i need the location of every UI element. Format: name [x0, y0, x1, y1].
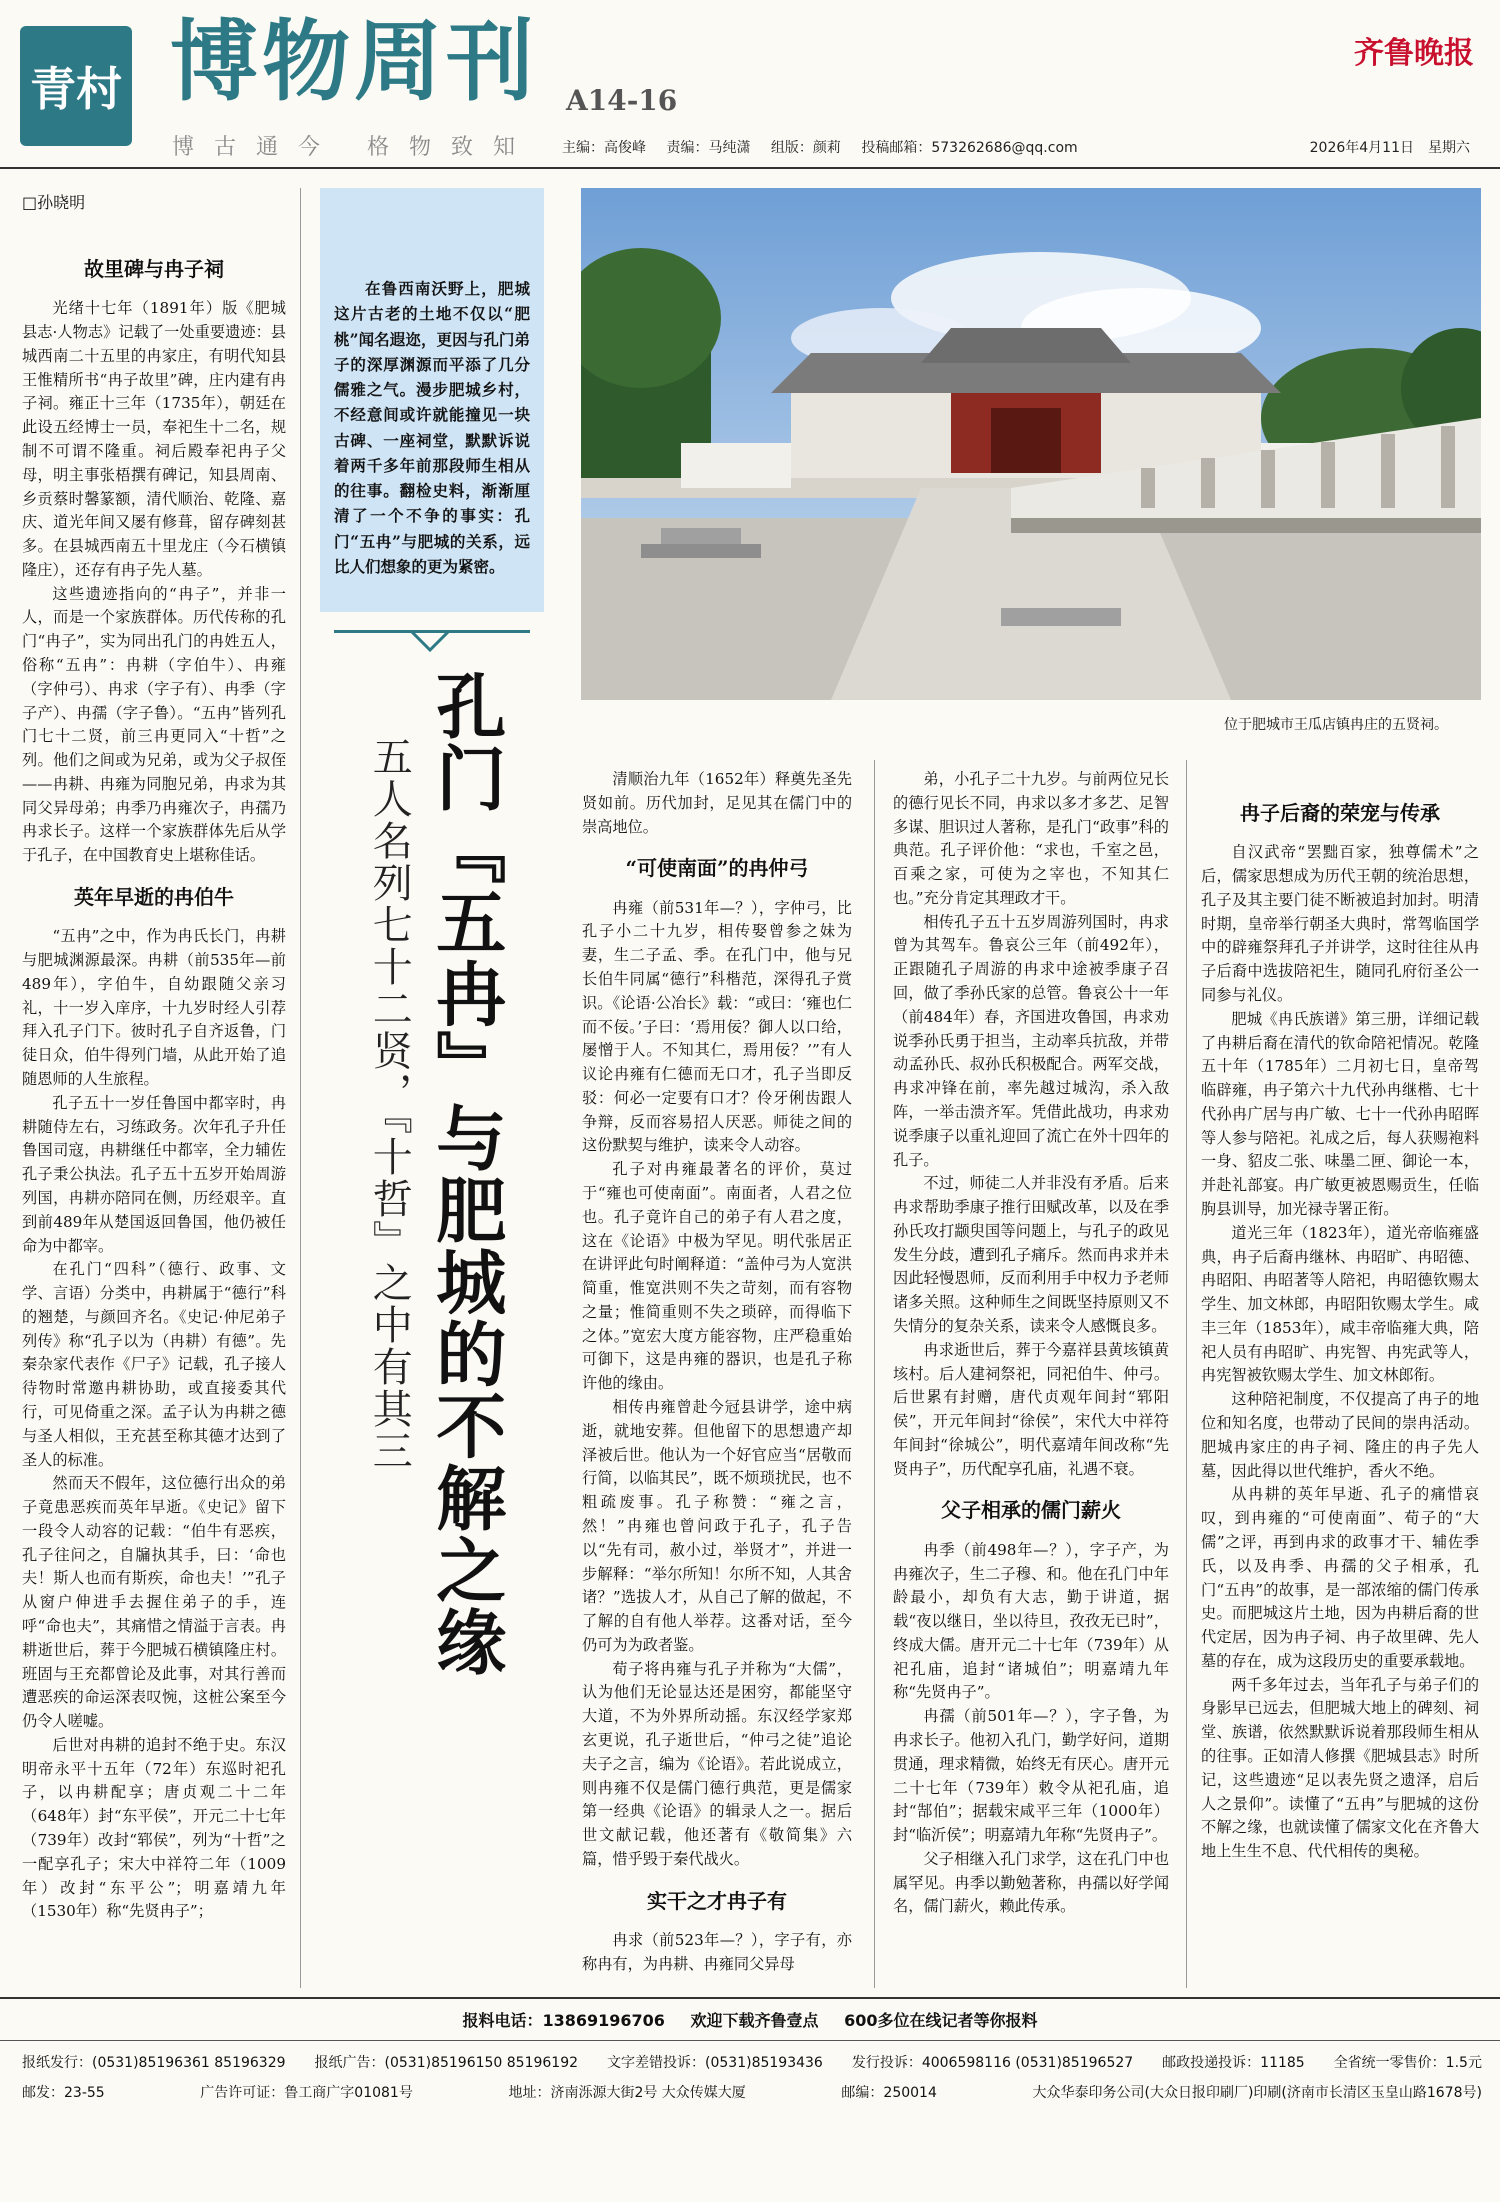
sub-headline: 五人名列七十二贤，『十哲』之中有其三: [366, 736, 413, 1472]
newspaper-name: 齐鲁晚报: [1354, 36, 1474, 71]
chevron-down-icon: [410, 630, 450, 652]
footer-item: 全省统一零售价：1.5元: [1333, 2055, 1482, 2071]
article-column-3: [893, 768, 1169, 1919]
article-column-4: [1201, 784, 1479, 1864]
section-heading: “可使南面”的冉仲弓: [625, 856, 809, 881]
credit-layout: 组版：颜莉: [770, 140, 841, 156]
paragraph: 清顺治九年（1652年）释奠先圣先贤如前。历代加封，足见其在儒门中的崇高地位。: [582, 770, 852, 836]
lead-text: [334, 276, 530, 579]
paragraph: 冉季（前498年—？），字子产，为冉雍次子，生二子穆、和。他在孔门中年龄最小，却负有大志，勤于讲道，据载“夜以继日，坐以待旦，孜孜无已时”，终成大儒。唐开元二十七年（739年）从祀孔庙，追封“诸城伯”；明嘉靖九年称“先贤冉子”。: [893, 1540, 1169, 1702]
footer-item: 报纸广告：(0531)85196150 85196192: [314, 2055, 579, 2071]
paragraph: 光绪十七年（1891年）版《肥城县志·人物志》记载了一处重要遗迹：县城西南二十五里的冉家庄，有明代知县王惟精所书“冉子故里”碑，庄内建有冉子祠。雍正十三年（1735年），朝廷在此设五经博士一员，奉祀生十二名，规制不可谓不隆重。祠后殿奉祀冉子父母，明主事张梧撰有碑记，知县周南、乡贡蔡时馨篆额，清代顺治、乾隆、嘉庆、道光年间又屡有修葺，留存碑刻甚多。在县城西南五十里龙庄（今石横镇隆庄），还存有冉子先人墓。: [22, 299, 286, 579]
header-rule: [0, 167, 1500, 169]
footer-item: 发行投诉：4006598116 (0531)85196527: [851, 2055, 1134, 2071]
section-heading: 实干之才冉子有: [647, 1888, 787, 1913]
section-heading: 英年早逝的冉伯牛: [74, 885, 234, 910]
paragraph: 后世对冉耕的追封不绝于史。东汉明帝永平十五年（72年）东巡时祀孔子，以冉耕配享；唐贞观二十二年（648年）封“东平侯”，开元二十七年（739年）改封“郓侯”，列为“十哲”之一配享孔子；宋大中祥符二年（1009年）改封“东平公”；明嘉靖九年（1530年）称“先贤冉子”；: [22, 1735, 286, 1921]
column-divider: [1186, 760, 1187, 1988]
column-divider: [874, 760, 875, 1988]
paragraph: 孔子对冉雍最著名的评价，莫过于“雍也可使南面”。南面者，人君之位也。孔子竟许自己的弟子有人君之度，这在《论语》中极为罕见。明代张居正在讲评此句时阐释道：“盖仲弓为人宽洪简重，惟宽洪则不失之苛刻，而有容物之量；惟简重则不失之琐碎，而得临下之体。”宽宏大度方能容物，庄严稳重始可御下，这是冉雍的器识，也是孔子称许他的缘由。: [582, 1160, 852, 1393]
shrine-photo: [581, 188, 1481, 700]
footer-item: 报纸发行：(0531)85196361 85196329: [22, 2055, 286, 2071]
article-column-1: [22, 240, 286, 1924]
hotline-reporters: 600多位在线记者等你报料: [844, 2011, 1038, 2030]
editor-credits: [562, 137, 1094, 157]
footer-item: 广告许可证：鲁工商广字01081号: [200, 2085, 413, 2101]
section-motto: 博古通今 格物致知: [172, 135, 535, 160]
paragraph: 在孔门“四科”（德行、政事、文学、言语）分类中，冉耕属于“德行”科的翘楚，与颜回齐名。《史记·仲尼弟子列传》称“孔子以为（冉耕）有德”。先秦杂家代表作《尸子》记载，孔子接人待物时常邀冉耕协助，或直接委其代行，可见倚重之深。孟子认为冉耕之德与圣人相似，王充甚至称其德才达到了圣人的标准。: [22, 1260, 286, 1469]
paragraph: 荀子将冉雍与孔子并称为“大儒”，认为他们无论显达还是困穷，都能坚守大道，不为外界所动摇。东汉经学家郑玄更说，孔子逝世后，“仲弓之徒”追论夫子之言，编为《论语》。若此说成立，则冉雍不仅是儒门德行典范，更是儒家第一经典《论语》的辑录人之一。据后世文献记载，他还著有《敬简集》六篇，惜乎毁于秦代战火。: [582, 1659, 852, 1868]
paragraph: 自汉武帝“罢黜百家，独尊儒术”之后，儒家思想成为历代王朝的统治思想，孔子及其主要门徒不断被追封加封。明清时期，皇帝举行朝圣大典时，常驾临国学中的辟雍祭拜孔子并讲学，这时往往从冉子后裔中选拔陪祀生，随同孔府衍圣公一同参与礼仪。: [1201, 843, 1479, 1004]
paragraph: 这些遗迹指向的“冉子”，并非一人，而是一个家族群体。历代传称的孔门“冉子”，实为同出孔门的冉姓五人，俗称“五冉”：冉耕（字伯牛）、冉雍（字仲弓）、冉求（字子有）、冉季（字子产）、冉孺（字子鲁）。“五冉”皆列孔门七十二贤，前三冉更同入“十哲”之列。他们之间或为兄弟，或为父子叔侄——冉耕、冉雍为同胞兄弟，冉求为其同父异母弟；冉季乃冉雍次子，冉孺乃冉求长子。这样一个家族群体先后从学于孔子，在中国教育史上堪称佳话。: [22, 584, 286, 865]
masthead-logo: 青村: [20, 26, 132, 146]
footer-item: 地址：济南泺源大街2号 大众传媒大厦: [508, 2085, 746, 2101]
paragraph: 弟，小孔子二十九岁。与前两位兄长的德行见长不同，冉求以多才多艺、足智多谋、胆识过人著称，是孔门“政事”科的典范。孔子评价他：“求也，千室之邑，百乘之家，可使为之宰也，不知其仁也。”充分肯定其理政才干。: [893, 770, 1169, 907]
headline-block: [300, 670, 570, 1960]
hotline-app: 欢迎下载齐鲁壹点: [690, 2011, 819, 2030]
credit-chief-editor: 主编：高俊峰: [562, 140, 646, 156]
footer-rule: [0, 1997, 1500, 1999]
paragraph: 从冉耕的英年早逝、孔子的痛惜哀叹，到冉雍的“可使南面”、荀子的“大儒”之评，再到冉求的政事才干、辅佐季氏，以及冉季、冉孺的父子相承，孔门“五冉”的故事，是一部浓缩的儒门传承史。而肥城这片土地，因为冉耕后裔的世代定居，因为冉子祠、冉子故里碑、先人墓的存在，成为这段历史的重要承载地。: [1201, 1485, 1479, 1670]
hotline-phone: 报料电话：13869196706: [462, 2011, 665, 2030]
credit-editor: 责编：马纯潇: [666, 140, 751, 156]
paragraph: 相传孔子五十五岁周游列国时，冉求曾为其驾车。鲁哀公三年（前492年），正跟随孔子周游的冉求中途被季康子召回，做了季孙氏家的总管。鲁哀公十一年（前484年）春，齐国进攻鲁国，冉求劝说季孙氏勇于担当，主动率兵抗敌，并带动孟孙氏、叔孙氏积极配合。两军交战，冉求冲锋在前，率先越过城沟，杀入敌阵，一举击溃齐军。凭借此战功，冉求劝说季康子以重礼迎回了流亡在外十四年的孔子。: [893, 912, 1169, 1169]
paragraph: 冉孺（前501年—？），字子鲁，为冉求长子。他初入孔门，勤学好问，道期贯通，理求精微，始终无有厌心。唐开元二十七年（739年）敕令从祀孔庙，追封“郜伯”；据载宋咸平三年（1000年）封“临沂侯”；明嘉靖九年称“先贤冉子”。: [893, 1707, 1169, 1845]
paragraph: 两千多年过去，当年孔子与弟子们的身影早已远去，但肥城大地上的碑刻、祠堂、族谱，依然默默诉说着那段师生相从的往事。正如清人修撰《肥城县志》时所记，这些遗迹“足以表先贤之遗泽，启后人之景仰”。读懂了“五冉”与肥城的这份不解之缘，也就读懂了儒家文化在齐鲁大地上生生不息、代代相传的奥秘。: [1201, 1675, 1479, 1861]
paragraph: 冉求（前523年—？），字子有，亦称冉有，为冉耕、冉雍同父异母: [582, 1930, 852, 1973]
paragraph: 然而天不假年，这位德行出众的弟子竟患恶疾而英年早逝。《史记》留下一段令人动容的记载：“伯牛有恶疾，孔子往问之，自牖执其手，曰：‘命也夫！斯人也而有斯疾，命也夫！’”孔子从窗户伸进手去握住弟子的手，连呼“命也夫”，其痛惜之情溢于言表。冉耕逝世后，葬于今肥城石横镇隆庄村。班固与王充都曾论及此事，对其行善而遭恶疾的命运深表叹惋，这桩公案至今仍令人嗟嘘。: [22, 1474, 286, 1731]
paragraph: 父子相继入孔门求学，这在孔门中也属罕见。冉季以勤勉著称，冉孺以好学闻名，儒门薪火，赖此传承。: [893, 1849, 1169, 1916]
paragraph: 道光三年（1823年），道光帝临雍盛典，冉子后裔冉继林、冉昭旷、冉昭德、冉昭阳、冉昭著等人陪祀，冉昭德钦赐太学生、加文林郎，冉昭阳钦赐太学生。咸丰三年（1853年），咸丰帝临雍大典，陪祀人员有冉昭旷、冉宪智、冉宪武等人，冉宪智被钦赐太学生、加文林郎衔。: [1201, 1223, 1479, 1385]
footer-item: 大众华泰印务公司(大众日报印刷厂)印刷(济南市长清区玉皇山路1678号): [1032, 2085, 1482, 2101]
footer-hotline: [0, 2008, 1500, 2031]
paragraph: 肥城《冉氏族谱》第三册，详细记载了冉耕后裔在清代的钦命陪祀情况。乾隆五十年（1785年）二月初七日，皇帝驾临辟雍，冉子第六十九代孙冉继楷、七十代孙冉广居与冉广敏、七十一代孙冉昭晖等人参与陪祀。礼成之后，每人获赐袍料一身、貂皮二张、味墨二匣、御论一本，并赴礼部宴。冉广敏更被恩赐贡生，任临朐县训导，加光禄寺署正衔。: [1201, 1009, 1479, 1219]
paragraph: “五冉”之中，作为冉氏长门，冉耕与肥城渊源最深。冉耕（前535年—前489年），字伯牛，自幼跟随父亲习礼，十一岁入庠序，十九岁时经人引荐拜入孔子门下。彼时孔子自齐返鲁，门徒日众，伯牛得列门墙，从此开始了追随恩师的人生旅程。: [22, 927, 286, 1089]
section-heading: 故里碑与冉子祠: [84, 257, 224, 281]
section-heading: 冉子后裔的荣宠与传承: [1240, 801, 1440, 825]
footer-item: 邮发：23-55: [22, 2085, 105, 2101]
photo-caption: 位于肥城市王瓜店镇冉庄的五贤祠。: [1224, 717, 1448, 733]
footer-contacts: [22, 2052, 1482, 2072]
column-divider: [300, 188, 301, 1988]
footer-rule: [0, 2040, 1500, 2041]
dateline: 2026年4月11日 星期六: [1309, 140, 1470, 156]
article-column-2: [582, 768, 852, 1977]
section-heading: 父子相承的儒门薪火: [941, 1498, 1121, 1523]
lead-paragraph: 在鲁西南沃野上，肥城这片古老的土地不仅以“肥桃”闻名遐迩，更因与孔门弟子的深厚渊源而平添了几分儒雅之气。漫步肥城乡村，不经意间或许就能撞见一块古碑、一座祠堂，默默诉说着两千多年前那段师生相从的往事。翻检史料，渐渐厘清了一个不争的事实：孔门“五冉”与肥城的关系，远比人们想象的更为紧密。: [334, 279, 530, 576]
paragraph: 不过，师徒二人并非没有矛盾。后来冉求帮助季康子推行田赋改革，以及在季孙氏攻打颛臾国等问题上，与孔子的政见发生分歧，遭到孔子痛斥。然而冉求并未因此轻慢恩师，反而利用手中权力予老师诸多关照。这种师生之间既坚持原则又不失情分的复杂关系，读来令人感慨良多。: [893, 1174, 1169, 1335]
section-title: 博物周刊: [170, 10, 539, 113]
footer-item: 邮政投递投诉：11185: [1162, 2055, 1305, 2071]
paragraph: 相传冉雍曾赴今冠县讲学，途中病逝，就地安葬。但他留下的思想遗产却泽被后世。他认为一个好官应当“居敬而行简，以临其民”，既不烦琐扰民，也不粗疏废事。孔子称赞：“雍之言，然！”冉雍也曾问政于孔子，孔子告以“先有司，赦小过，举贤才”，并进一步解释：“举尔所知！尔所不知，人其舍诸？”选拔人才，从自己了解的做起，不了解的自有他人举荐。这番对话，至今仍可为为政者鉴。: [582, 1398, 852, 1654]
paragraph: 这种陪祀制度，不仅提高了冉子的地位和知名度，也带动了民间的崇冉活动。肥城冉家庄的冉子祠、隆庄的冉子先人墓，因此得以世代维护，香火不绝。: [1201, 1390, 1479, 1480]
credit-email: 投稿邮箱：573262686@qq.com: [861, 140, 1078, 156]
footer-item: 邮编：250014: [841, 2085, 937, 2101]
main-headline: 孔门『五冉』与肥城的不解之缘: [424, 670, 508, 1678]
footer-imprint: [22, 2082, 1482, 2102]
byline: □孙晓明: [22, 193, 86, 212]
paragraph: 冉求逝世后，葬于今嘉祥县黄垓镇黄垓村。后人建祠祭祀，同祀伯牛、仲弓。后世累有封赠，唐代贞观年间封“郓阳侯”，开元年间封“徐侯”，宋代大中祥符年间封“徐城公”，明代嘉靖年间改称“先贤冉子”，历代配享孔庙，礼遇不衰。: [893, 1340, 1169, 1478]
page-number: A14-16: [566, 84, 678, 117]
footer-item: 文字差错投诉：(0531)85193436: [607, 2055, 823, 2071]
paragraph: 孔子五十一岁任鲁国中都宰时，冉耕随侍左右，习练政务。次年孔子升任鲁国司寇，冉耕继任中都宰，全力辅佐孔子秉公执法。孔子五十五岁开始周游列国，冉耕亦陪同在侧，历经艰辛。直到前489年从楚国返回鲁国，他仍被任命为中都宰。: [22, 1093, 286, 1255]
paragraph: 冉雍（前531年—？），字仲弓，比孔子小二十九岁，相传娶曾参之妹为妻，生二子孟、季。在孔门中，他与兄长伯牛同属“德行”科楷范，深得孔子赏识。《论语·公冶长》载：“或曰：‘雍也仁而不佞。’子曰：‘焉用佞？御人以口给，屡憎于人。不知其仁，焉用佞？’”有人议论冉雍有仁德而无口才，孔子当即反驳：何必一定要有口才？伶牙俐齿跟人争辩，反而容易招人厌恶。师徒之间的这份默契与维护，读来令人动容。: [582, 898, 852, 1155]
